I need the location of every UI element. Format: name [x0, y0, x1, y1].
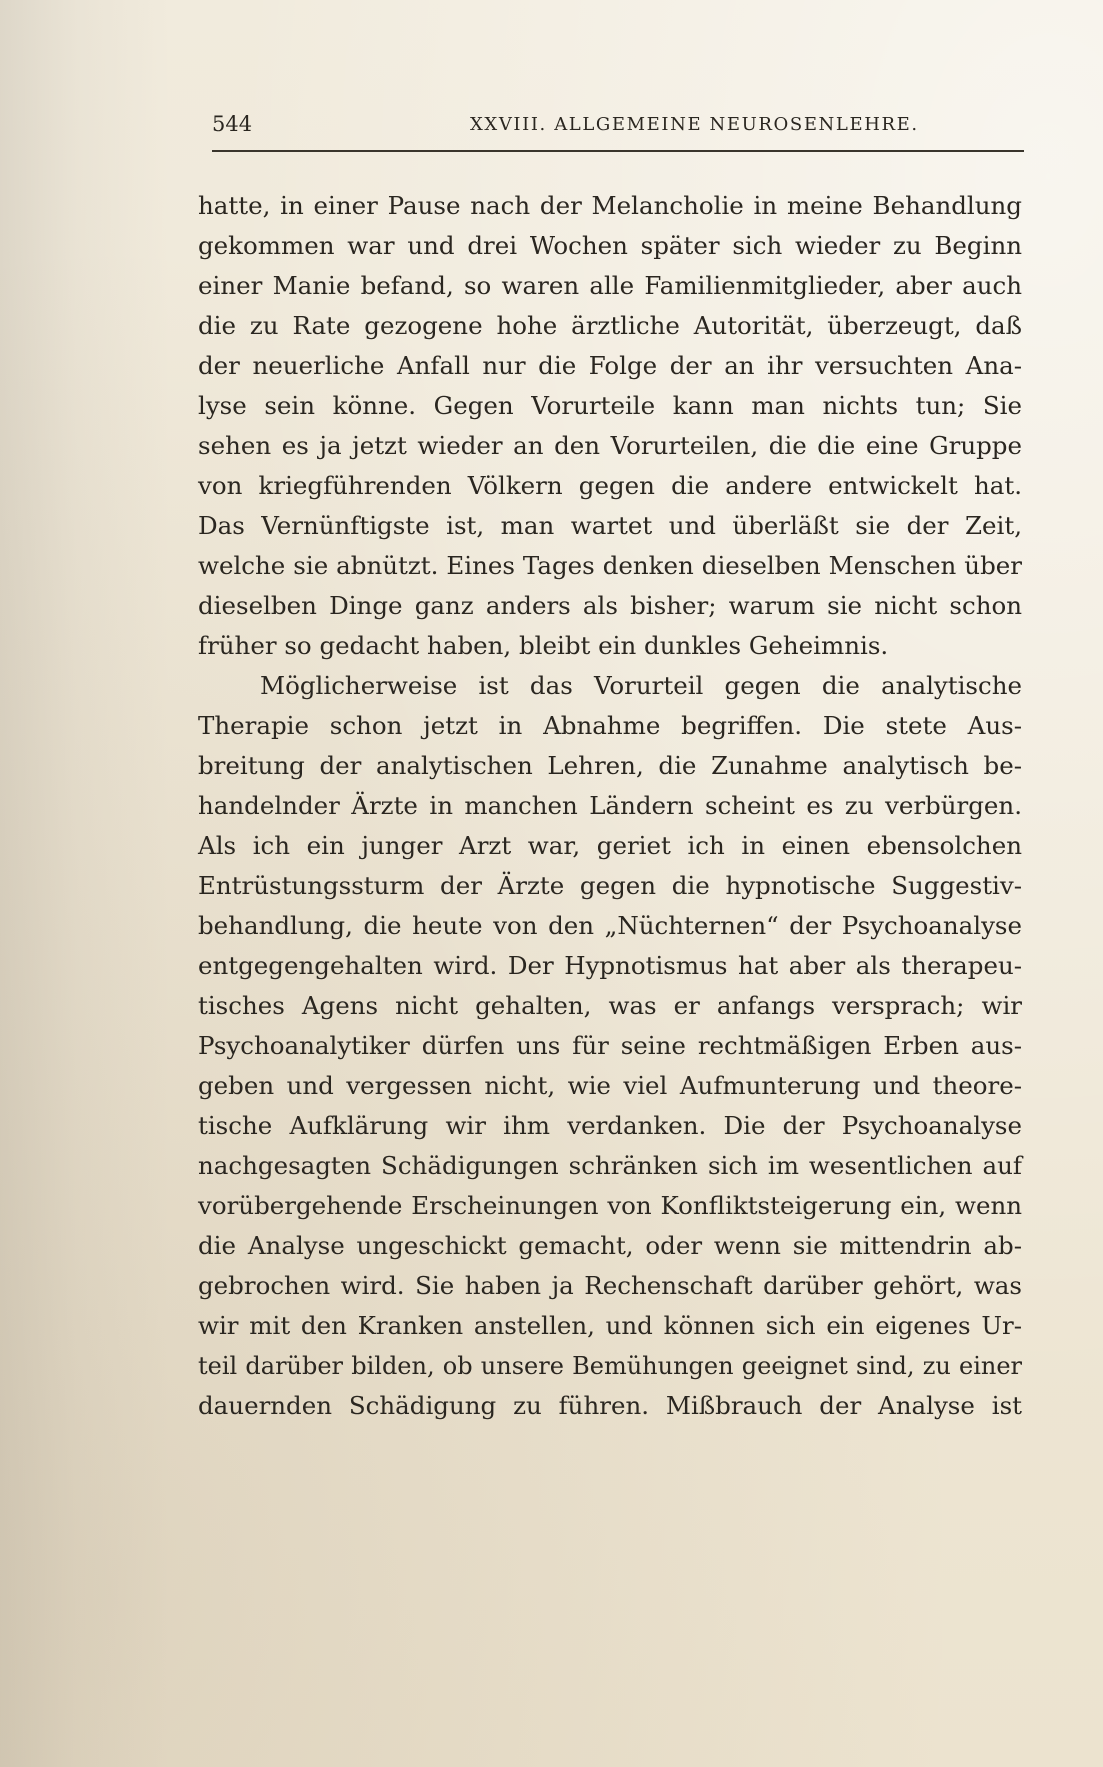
text-line: Das Vernünftigste ist, man wartet und überläßt sie der Zeit, [198, 511, 1022, 540]
text-line: nachgesagten Schädigungen schränken sich im wesentlichen auf [198, 1151, 1022, 1180]
text-line: Möglicherweise ist das Vorurteil gegen die analytische [260, 671, 1022, 700]
text-line: sehen es ja jetzt wieder an den Vorurteilen, die die eine Gruppe [198, 431, 1022, 460]
text-line: Entrüstungssturm der Ärzte gegen die hypnotische Suggestiv- [198, 871, 1022, 900]
text-line: Psychoanalytiker dürfen uns für seine rechtmäßigen Erben aus- [198, 1031, 1022, 1060]
text-line: der neuerliche Anfall nur die Folge der an ihr versuchten Ana- [198, 351, 1022, 380]
text-line: welche sie abnützt. Eines Tages denken dieselben Menschen über [198, 551, 1022, 580]
text-line: tisches Agens nicht gehalten, was er anfangs versprach; wir [198, 991, 1022, 1020]
text-line: Als ich ein junger Arzt war, geriet ich in einen ebensolchen [198, 831, 1022, 860]
page-number: 544 [212, 112, 253, 136]
text-line: hatte, in einer Pause nach der Melancholie in meine Behandlung [198, 191, 1022, 220]
text-line: geben und vergessen nicht, wie viel Aufmunterung und theore- [198, 1071, 1022, 1100]
text-line: entgegengehalten wird. Der Hypnotismus hat aber als therapeu- [198, 951, 1022, 980]
page-header [212, 112, 1022, 142]
text-line: teil darüber bilden, ob unsere Bemühungen geeignet sind, zu einer [198, 1352, 1022, 1380]
text-line: tische Aufklärung wir ihm verdanken. Die der Psychoanalyse [198, 1111, 1022, 1140]
text-line: die Analyse ungeschickt gemacht, oder wenn sie mittendrin ab- [198, 1231, 1022, 1260]
text-line: früher so gedacht haben, bleibt ein dunkles Geheimnis. [198, 631, 889, 660]
text-line: gebrochen wird. Sie haben ja Rechenschaft darüber gehört, was [198, 1271, 1022, 1300]
text-line: gekommen war und drei Wochen später sich wieder zu Beginn [198, 231, 1022, 260]
text-line: wir mit den Kranken anstellen, und können sich ein eigenes Ur- [198, 1311, 1022, 1340]
text-line: einer Manie befand, so waren alle Familienmitglieder, aber auch [198, 271, 1022, 300]
text-line: handelnder Ärzte in manchen Ländern scheint es zu verbürgen. [198, 791, 1022, 820]
header-rule [212, 150, 1024, 152]
text-line: Therapie schon jetzt in Abnahme begriffen. Die stete Aus- [198, 711, 1022, 740]
running-head: XXVIII. ALLGEMEINE NEUROSENLEHRE. [470, 114, 919, 135]
text-line: die zu Rate gezogene hohe ärztliche Autorität, überzeugt, daß [198, 311, 1022, 340]
text-line: dieselben Dinge ganz anders als bisher; warum sie nicht schon [198, 591, 1022, 620]
text-line: lyse sein könne. Gegen Vorurteile kann man nichts tun; Sie [198, 391, 1022, 420]
text-line: breitung der analytischen Lehren, die Zunahme analytisch be- [198, 751, 1022, 780]
page-fold-shadow [0, 0, 170, 1767]
text-line: behandlung, die heute von den „Nüchternen“ der Psychoanalyse [198, 911, 1022, 940]
text-line: vorübergehende Erscheinungen von Konfliktsteigerung ein, wenn [198, 1191, 1022, 1220]
text-line: dauernden Schädigung zu führen. Mißbrauch der Analyse ist [198, 1391, 1022, 1420]
text-line: von kriegführenden Völkern gegen die andere entwickelt hat. [198, 471, 1022, 500]
body-text [198, 186, 1022, 1426]
